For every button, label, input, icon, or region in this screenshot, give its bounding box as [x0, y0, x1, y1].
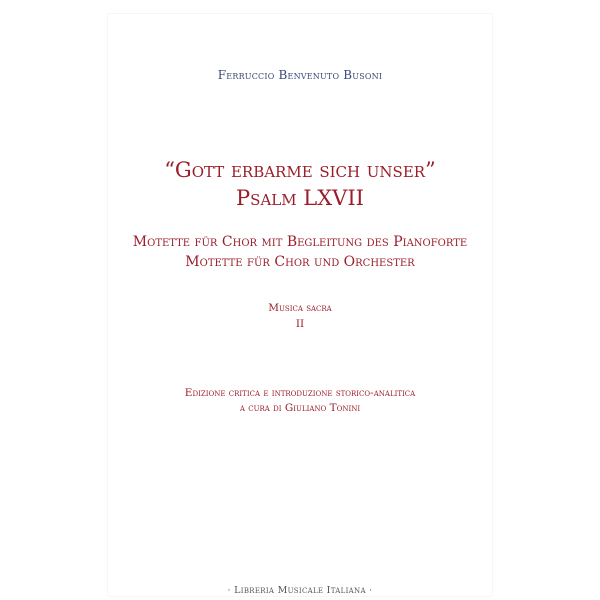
work-subtitle: Psalm LXVII: [236, 186, 364, 210]
work-title: “Gott erbarme sich unser”: [164, 158, 436, 182]
book-cover: [108, 14, 492, 596]
author-name: Ferruccio Benvenuto Busoni: [217, 68, 383, 82]
motet-description-orchestra: Motette für Chor und Orchester: [185, 254, 415, 270]
edition-description: Edizione critica e introduzione storico-analitica: [184, 387, 416, 399]
series-name: Musica sacra: [268, 302, 332, 314]
editor-credit: a cura di Giuliano Tonini: [239, 402, 361, 414]
publisher-name: · Libreria Musicale Italiana ·: [227, 585, 373, 596]
volume-number: II: [295, 318, 305, 330]
motet-description-piano: Motette für Chor mit Begleitung des Pianoforte: [132, 234, 468, 250]
